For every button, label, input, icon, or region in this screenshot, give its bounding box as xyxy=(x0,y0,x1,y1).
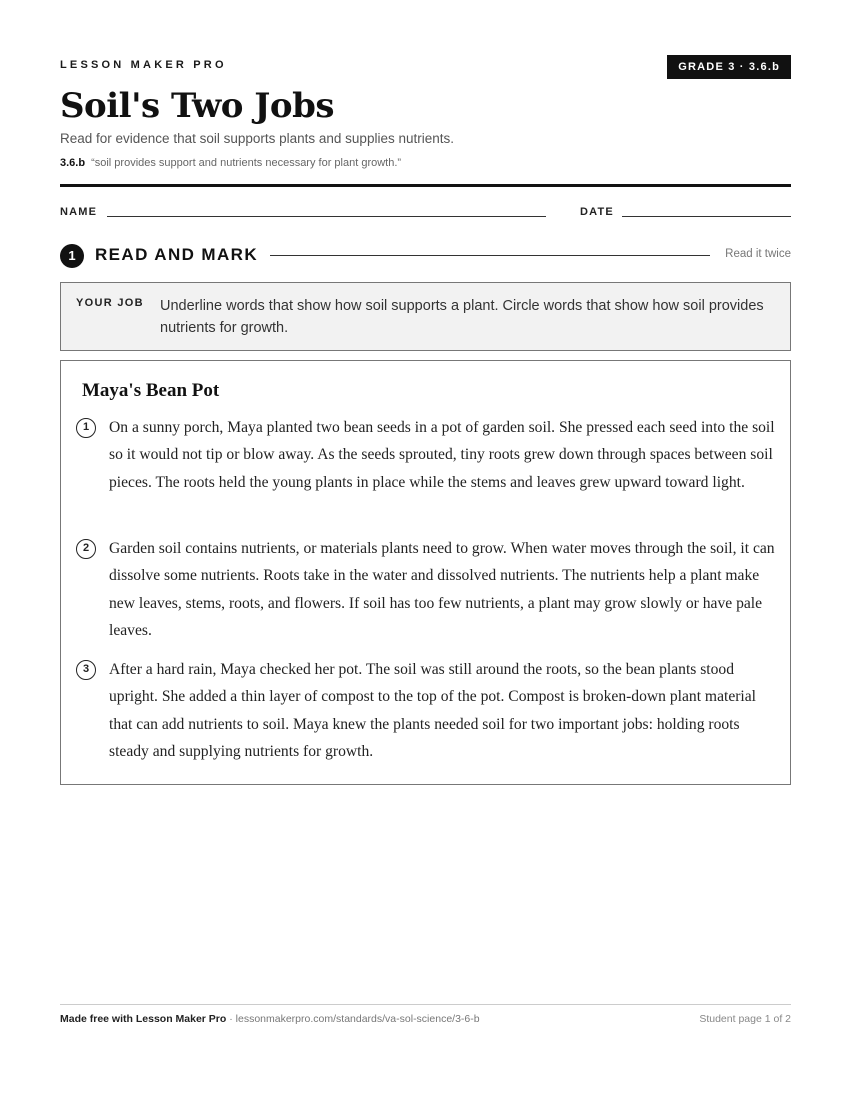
name-label: NAME xyxy=(60,206,98,218)
footer-credit xyxy=(60,1013,480,1025)
section-note: Read it twice xyxy=(725,248,791,260)
name-field[interactable] xyxy=(107,216,546,217)
brand-name: LESSON MAKER PRO xyxy=(60,59,227,71)
date-field[interactable] xyxy=(622,216,791,217)
standard-line xyxy=(60,157,401,169)
paragraph-text: Garden soil contains nutrients, or materials plants need to grow. When water moves through the soil, it can dissolve some nutrients. Roots take in the water and dissolved nutrients. The nutrients help a plant make new leaves, stems, roots, and flowers. If soil has too few nutrients, a plant may grow slowly or have pale leaves. xyxy=(109,540,775,640)
standard-text: “soil provides support and nutrients necessary for plant growth.” xyxy=(91,157,402,169)
paragraph-number: 3 xyxy=(76,660,96,680)
date-label: DATE xyxy=(580,206,614,218)
section-number: 1 xyxy=(60,244,84,268)
paragraph-number: 1 xyxy=(76,418,96,438)
header-divider xyxy=(60,184,791,187)
section-title: READ AND MARK xyxy=(95,245,259,264)
section-divider xyxy=(270,255,710,256)
reading-passage xyxy=(60,360,791,785)
page-indicator: Student page 1 of 2 xyxy=(699,1013,791,1025)
footer-made-with: Made free with Lesson Maker Pro xyxy=(60,1013,227,1025)
paragraph-number: 2 xyxy=(76,539,96,559)
paragraph-text: After a hard rain, Maya checked her pot. The soil was still around the roots, so the bean plants stood upright. She added a thin layer of compost to the top of the pot. Compost is broken-down plant material that can add nutrients to soil. Maya knew the plants needed soil for two important jobs: holding roots steady and supplying nutrients for growth. xyxy=(109,661,757,761)
instructions-label: YOUR JOB xyxy=(76,297,144,309)
footer-divider xyxy=(60,1004,791,1005)
paragraph-text: On a sunny porch, Maya planted two bean seeds in a pot of garden soil. She pressed each seed into the soil so it would not tip or blow away. As the seeds sprouted, tiny roots grew down through spaces between soil pieces. The roots held the young plants in place while the stems and leaves grew upward toward light. xyxy=(109,419,775,491)
page-subtitle: Read for evidence that soil supports plants and supplies nutrients. xyxy=(60,131,454,146)
worksheet-page xyxy=(60,0,791,1100)
standard-code: 3.6.b xyxy=(60,157,86,169)
footer-url[interactable]: lessonmakerpro.com/standards/va-sol-science/3-6-b xyxy=(235,1013,480,1025)
footer-separator: · xyxy=(226,1013,236,1025)
passage-title: Maya's Bean Pot xyxy=(82,380,220,401)
page-title: Soil's Two Jobs xyxy=(60,86,334,126)
instructions-box xyxy=(60,282,791,351)
grade-badge: GRADE 3 · 3.6.b xyxy=(667,55,791,79)
instructions-text: Underline words that show how soil supports a plant. Circle words that show how soil provides nutrients for growth. xyxy=(160,298,764,336)
